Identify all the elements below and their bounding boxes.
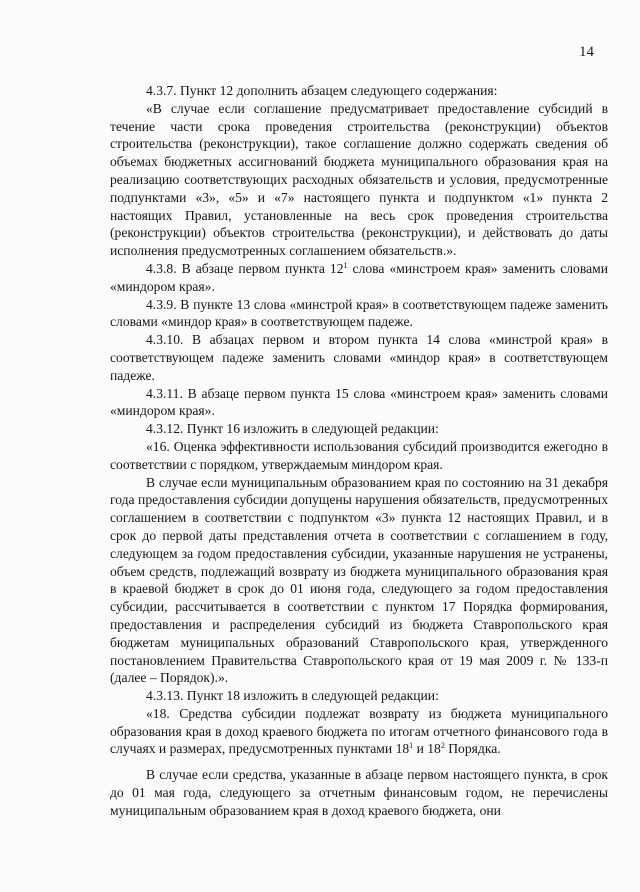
paragraph-18-text-mid: и 18 [413,741,441,757]
paragraph-4-3-7-quote: «В случае если соглашение предусматривает предоставление субсидий в течение части срока проведения строительства (реконструкции) объектов строительства (реконструкции), такое соглашение должно содержать сведения об объемах бюджетных ассигнований бюджета муниципального образования края на реализацию соответствующих расходных обязательств и условия, предусмотренные подпунктами «3», «5» и «7» настоящего пункта и подпунктом «1» пункта 2 настоящих Правил, установленные на весь срок проведения строительства (реконструкции) объектов строительства (реконструкции), и действовать до даты исполнения предусмотренных соглашением обязательств.». [110,100,608,259]
paragraph-4-3-7: 4.3.7. Пункт 12 дополнить абзацем следующего содержания: [146,83,498,98]
paragraph-4-3-10: 4.3.10. В абзацах первом и втором пункта 14 слова «минстрой края» в соответствующем падеже заменить словами «миндор края» в соответствующем падеже. [110,332,608,383]
paragraph-4-3-12: 4.3.12. Пункт 16 изложить в следующей редакции: [146,421,439,437]
paragraph-4-3-9: 4.3.9. В пункте 13 слова «минстрой края» в соответствующем падеже заменить словами «миндор края» в соответствующем падеже. [110,296,608,330]
paragraph-4-3-11: 4.3.11. В абзаце первом пункта 15 слова «минстроем края» заменить словами «миндором края». [110,385,608,419]
paragraph-4-3-8-text-b: слова «минстроем края» заменить словами «миндором края». [110,260,609,294]
superscript: 1 [409,741,414,751]
paragraph-4-3-8-text-a: 4.3.8. В абзаце первом пункта 12 [146,260,344,276]
paragraph-gap [110,758,608,766]
paragraph-16: «16. Оценка эффективности использования субсидий производится ежегодно в соответствии с порядком, утверждаемым миндором края. [110,438,608,472]
superscript: 1 [343,260,348,270]
paragraph-18-text-b: Порядка. [444,741,501,757]
paragraph-4-3-13: 4.3.13. Пункт 18 изложить в следующей редакции: [146,688,439,704]
paragraph-18 [110,705,608,758]
paragraph-18-text-a: «18. Средства субсидии подлежат возврату из бюджета муниципального образования края в доход краевого бюджета по итогам отчетного финансового года в случаях и размерах, предусмотренных пунктами 18 [110,705,608,757]
superscript: 2 [440,741,445,751]
document-body [110,82,608,820]
page-number: 14 [579,44,594,60]
paragraph-4-3-8 [110,260,608,296]
paragraph-18-return: В случае если средства, указанные в абзаце первом настоящего пункта, в срок до 01 мая года, следующего за отчетным финансовым годом, не перечислены муниципальным образованием края в доход краевого бюджета, они [110,767,608,818]
paragraph-16-violations: В случае если муниципальным образованием края по состоянию на 31 декабря года предоставления субсидии допущены нарушения обязательств, предусмотренных соглашением в соответствии с подпунктом «3» пункта 12 настоящих Правил, и в срок до первой даты представления отчета в соответствии с соглашением в году, следующем за годом предоставления субсидии, указанные нарушения не устранены, объем средств, подлежащий возврату из бюджета муниципального образования края в краевой бюджет в срок до 01 июня года, следующего за годом предоставления субсидии, рассчитывается в соответствии с пунктом 17 Порядка формирования, предоставления и распределения субсидий из бюджета Ставропольского края бюджетам муниципальных образований Ставропольского края, утвержденного постановлением Правительства Ставропольского края от 19 мая 2009 г. № 133-п (далее – Порядок).». [110,474,608,686]
